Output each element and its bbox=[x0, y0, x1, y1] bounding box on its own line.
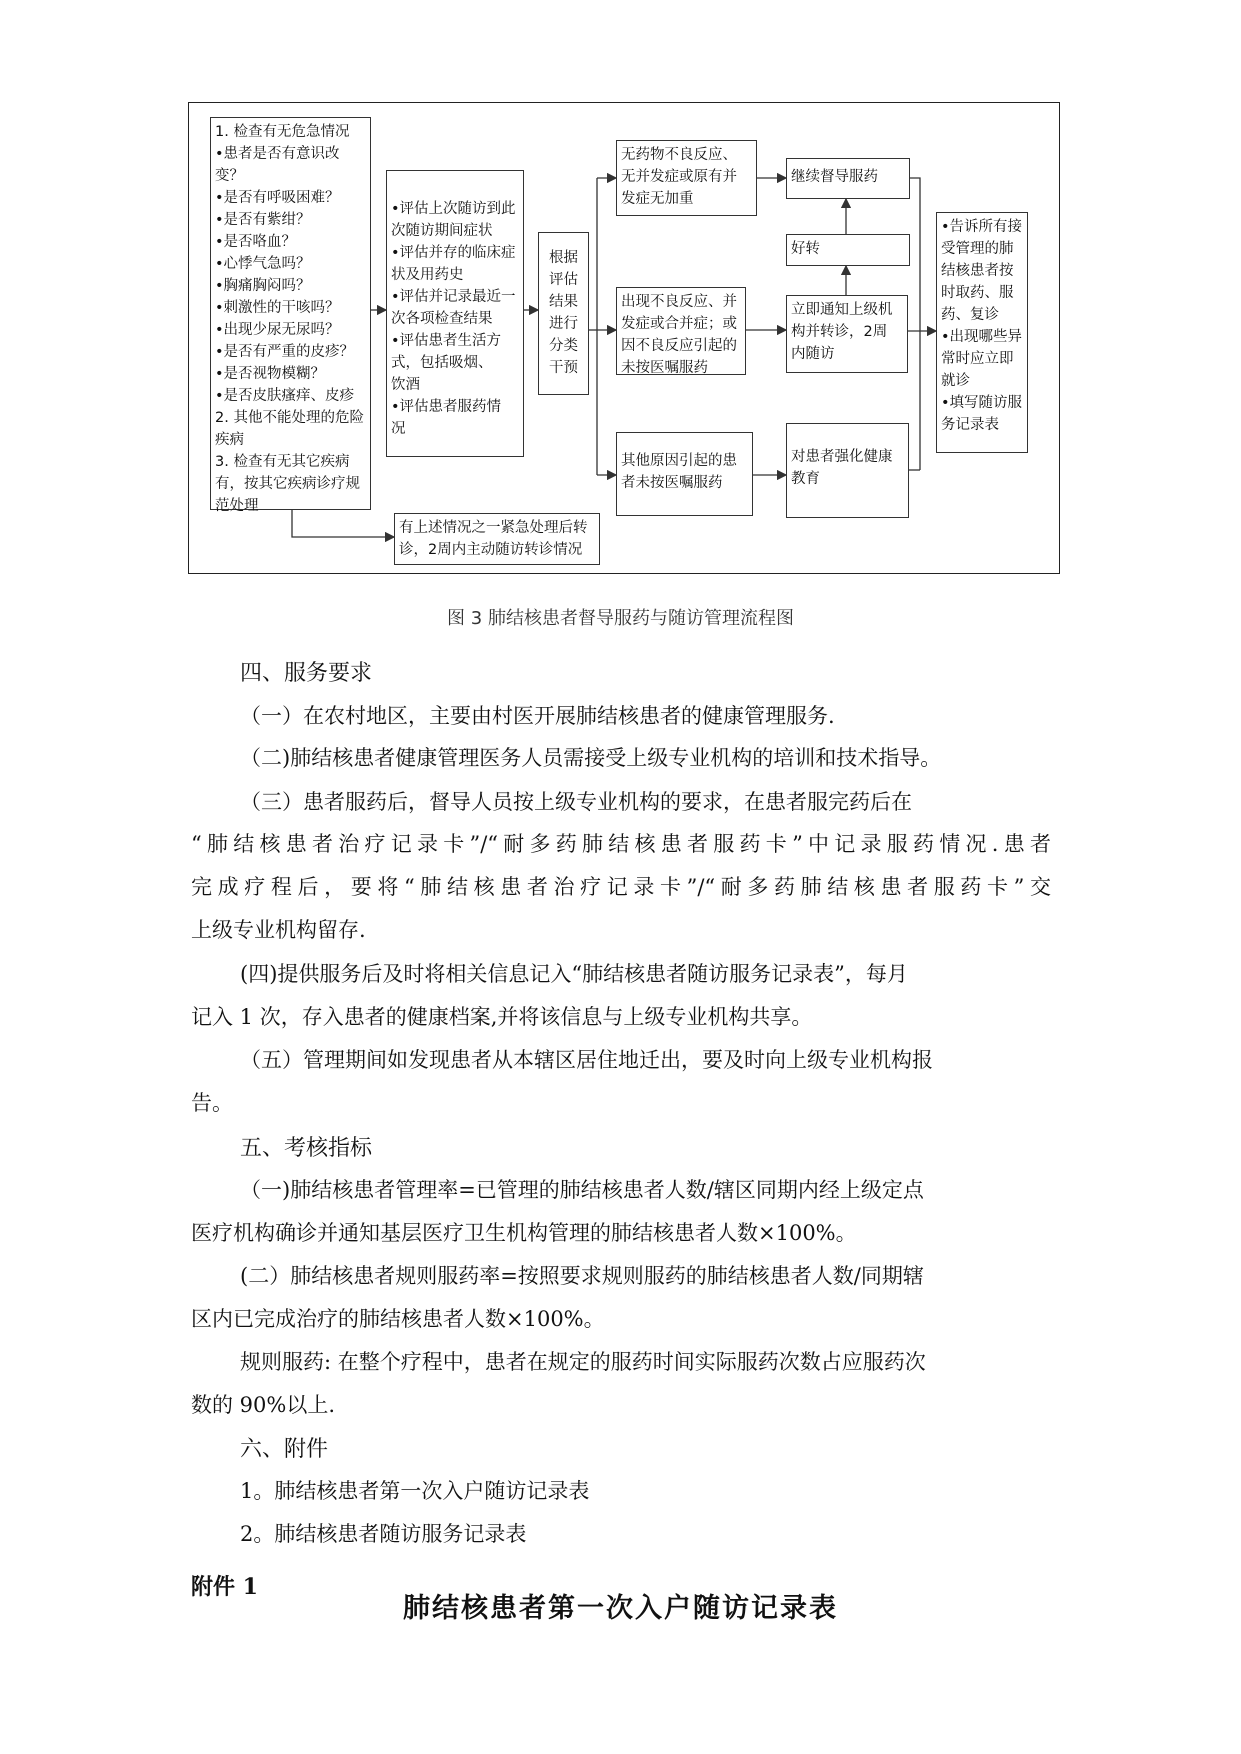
box-line: 变？ bbox=[215, 168, 244, 184]
box-line: 诊，2周内主动随访转诊情况 bbox=[399, 542, 583, 558]
box-assess bbox=[386, 170, 524, 457]
box-classify bbox=[538, 232, 589, 395]
section4-p3-l3: 完成疗程后，要将“肺结核患者治疗记录卡”/“耐多药肺结核患者服药卡”交 bbox=[191, 875, 1051, 899]
section5-p1-l2: 医疗机构确诊并通知基层医疗卫生机构管理的肺结核患者人数×100%。 bbox=[191, 1221, 857, 1245]
connector-continue-right bbox=[910, 178, 920, 470]
box-final-instructions bbox=[936, 212, 1028, 453]
box-line: 务记录表 bbox=[941, 417, 999, 433]
box-line: 进行 bbox=[549, 316, 578, 332]
box-line: 分类 bbox=[549, 338, 578, 354]
box-no-adverse bbox=[616, 140, 757, 216]
figure-caption: 图 3 肺结核患者督导服药与随访管理流程图 bbox=[447, 608, 794, 629]
box-line: •心悸气急吗？ bbox=[215, 256, 311, 272]
box-line: 时取药、服 bbox=[941, 285, 1014, 301]
section4-p5-l1: （五）管理期间如发现患者从本辖区居住地迁出，要及时向上级专业机构报 bbox=[240, 1048, 933, 1072]
box-line: •是否有严重的皮疹？ bbox=[215, 344, 355, 360]
box-line: •是否皮肤瘙痒、皮疹 bbox=[215, 388, 355, 404]
box-line: •评估患者生活方 bbox=[391, 333, 502, 349]
section4-p3-l2: “肺结核患者治疗记录卡”/“耐多药肺结核患者服药卡”中记录服药情况.患者 bbox=[191, 832, 1051, 856]
section4-p3-l1: （三）患者服药后，督导人员按上级专业机构的要求，在患者服完药后在 bbox=[240, 790, 912, 814]
section5-p3-l2: 数的 90%以上. bbox=[191, 1393, 336, 1417]
box-line: •填写随访服 bbox=[941, 395, 1023, 411]
box-line: 常时应立即 bbox=[941, 351, 1014, 367]
box-line: 3. 检查有无其它疾病 bbox=[215, 454, 350, 470]
box-adverse bbox=[616, 287, 746, 375]
section4-p2: （二)肺结核患者健康管理医务人员需接受上级专业机构的培训和技术指导。 bbox=[240, 746, 942, 770]
box-line: •患者是否有意识改 bbox=[215, 146, 340, 162]
section4-p4-l1: (四)提供服务后及时将相关信息记入“肺结核患者随访服务记录表”，每月 bbox=[240, 962, 908, 986]
box-line: •评估上次随访到此 bbox=[391, 201, 516, 217]
box-line: 结果 bbox=[549, 294, 578, 310]
box-line: 未按医嘱服药 bbox=[621, 360, 708, 376]
box-line: •出现哪些异 bbox=[941, 329, 1023, 345]
box-line: 干预 bbox=[549, 360, 578, 376]
attachment-item-1: 1。肺结核患者第一次入户随访记录表 bbox=[240, 1479, 590, 1503]
box-line: 饮酒 bbox=[391, 377, 420, 393]
box-line: •是否咯血？ bbox=[215, 234, 297, 250]
box-line: 其他原因引起的患 bbox=[621, 453, 737, 469]
box-line: 教育 bbox=[791, 471, 820, 487]
box-line: 评估 bbox=[549, 272, 578, 288]
box-line: •出现少尿无尿吗？ bbox=[215, 322, 340, 338]
box-line: 况 bbox=[391, 421, 406, 437]
box-line: •刺激性的干咳吗？ bbox=[215, 300, 340, 316]
section5-p3-l1: 规则服药: 在整个疗程中，患者在规定的服药时间实际服药次数占应服药次 bbox=[240, 1350, 926, 1374]
box-line: 无并发症或原有并 bbox=[621, 169, 737, 185]
box-better bbox=[786, 234, 910, 266]
box-line: 就诊 bbox=[941, 373, 970, 389]
section4-p1: （一）在农村地区，主要由村医开展肺结核患者的健康管理服务. bbox=[240, 704, 835, 728]
section4-p3-l4: 上级专业机构留存. bbox=[191, 918, 366, 942]
box-other-reason bbox=[616, 432, 753, 516]
box-line: •告诉所有接 bbox=[941, 219, 1023, 235]
box-line: 根据 bbox=[549, 250, 578, 266]
box-line: 好转 bbox=[791, 241, 820, 257]
section4-heading: 四、服务要求 bbox=[240, 661, 373, 686]
box-line: 继续督导服药 bbox=[791, 169, 878, 185]
box-education bbox=[786, 423, 909, 518]
attachment-item-2: 2。肺结核患者随访服务记录表 bbox=[240, 1522, 527, 1546]
box-line: 范处理 bbox=[215, 498, 259, 514]
box-continue bbox=[786, 158, 910, 199]
box-line: 发症无加重 bbox=[621, 191, 694, 207]
box-line: 次随访期间症状 bbox=[391, 223, 493, 239]
box-line: 无药物不良反应、 bbox=[621, 147, 737, 163]
box-line: 对患者强化健康 bbox=[791, 449, 893, 465]
box-line: 出现不良反应、并 bbox=[621, 294, 737, 310]
box-line: 次各项检查结果 bbox=[391, 311, 493, 327]
box-line: 疾病 bbox=[215, 432, 244, 448]
box-line: 因不良反应引起的 bbox=[621, 338, 737, 354]
box-line: •评估患者服药情 bbox=[391, 399, 502, 415]
box-line: 立即通知上级机 bbox=[791, 302, 893, 318]
document-title: 肺结核患者第一次入户随访记录表 bbox=[403, 1593, 838, 1624]
box-line: 有上述情况之一紧急处理后转 bbox=[399, 520, 588, 536]
box-line: 内随访 bbox=[791, 346, 835, 362]
box-line: •评估并存的临床症 bbox=[391, 245, 516, 261]
box-line: 式，包括吸烟、 bbox=[391, 355, 493, 371]
box-check-emergency bbox=[210, 117, 371, 514]
box-line: •评估并记录最近一 bbox=[391, 289, 516, 305]
box-line: 2. 其他不能处理的危险 bbox=[215, 410, 364, 426]
box-line: 构并转诊，2周 bbox=[791, 324, 888, 340]
box-line: 结核患者按 bbox=[941, 263, 1014, 279]
box-line: •是否视物模糊？ bbox=[215, 366, 326, 382]
section6-heading: 六、附件 bbox=[240, 1437, 329, 1462]
section4-p5-l2: 告。 bbox=[191, 1091, 233, 1115]
section5-p2-l1: (二）肺结核患者规则服药率=按照要求规则服药的肺结核患者人数/同期辖 bbox=[240, 1264, 924, 1288]
attachment-label: 附件 1 bbox=[191, 1574, 258, 1600]
section5-heading: 五、考核指标 bbox=[240, 1136, 373, 1161]
section5-p1-l1: （一)肺结核患者管理率=已管理的肺结核患者人数/辖区同期内经上级定点 bbox=[240, 1178, 924, 1202]
box-notify bbox=[786, 295, 908, 373]
box-line: •是否有呼吸困难？ bbox=[215, 190, 340, 206]
section5-p2-l2: 区内已完成治疗的肺结核患者人数×100%。 bbox=[191, 1307, 605, 1331]
box-emergency-referral bbox=[394, 513, 600, 565]
box-line: 有，按其它疾病诊疗规 bbox=[215, 476, 360, 492]
box-line: 发症或合并症；或 bbox=[621, 316, 737, 332]
box-line: •胸痛胸闷吗？ bbox=[215, 278, 311, 294]
box-line: 药、复诊 bbox=[941, 307, 999, 323]
section4-p4-l2: 记入 1 次，存入患者的健康档案,并将该信息与上级专业机构共享。 bbox=[191, 1005, 813, 1029]
box-line: 受管理的肺 bbox=[941, 241, 1014, 257]
box-line: 1. 检查有无危急情况 bbox=[215, 124, 350, 140]
box-line: 者未按医嘱服药 bbox=[621, 475, 723, 491]
box-line: •是否有紫绀？ bbox=[215, 212, 311, 228]
box-line: 状及用药史 bbox=[391, 267, 464, 283]
